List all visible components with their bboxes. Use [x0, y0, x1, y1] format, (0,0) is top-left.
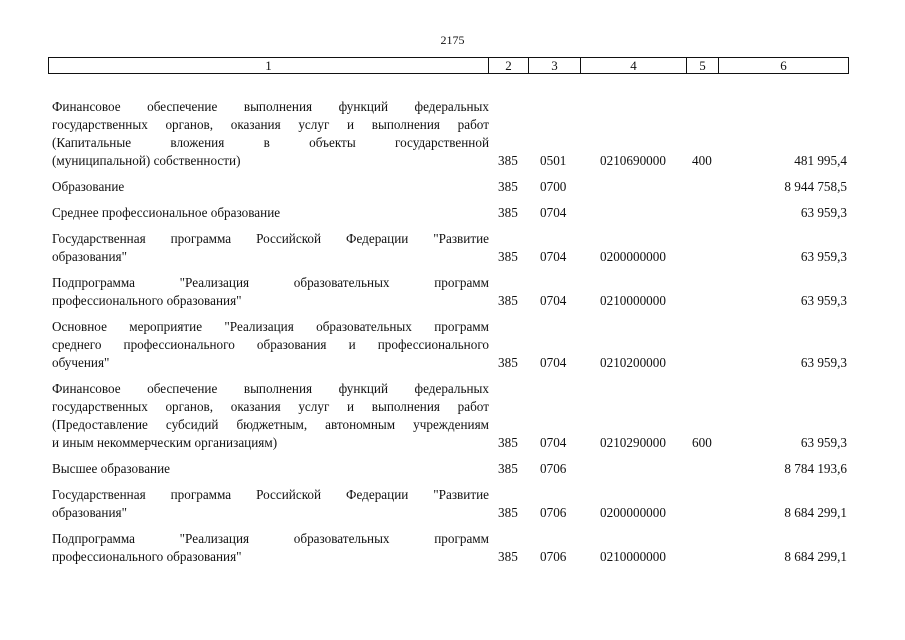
section-code: 0704	[540, 249, 567, 264]
table-row	[0, 230, 905, 266]
row-description	[52, 178, 489, 196]
table-row	[0, 274, 905, 310]
section-code: 0501	[540, 153, 567, 168]
ministry-code: 385	[498, 179, 518, 194]
amount: 63 959,3	[800, 435, 847, 450]
column-header-row	[49, 58, 849, 74]
description-line: государственных органов, оказания услуг и выполнения работ	[52, 117, 489, 132]
ministry-code: 385	[498, 505, 518, 520]
description-line: образования"	[52, 249, 127, 264]
section-code: 0704	[540, 355, 567, 370]
amount: 481 995,4	[794, 153, 847, 168]
table-row	[0, 486, 905, 522]
expense-type-code: 600	[692, 435, 712, 450]
row-description	[52, 380, 489, 452]
ministry-code: 385	[498, 249, 518, 264]
amount: 8 684 299,1	[784, 505, 847, 520]
target-article-code: 0200000000	[600, 249, 666, 264]
row-description	[52, 460, 489, 478]
row-description	[52, 230, 489, 266]
description-line: профессионального образования"	[52, 549, 242, 564]
description-line: (муниципальной) собственности)	[52, 153, 241, 168]
description-line: Финансовое обеспечение выполнения функций федеральных	[52, 381, 489, 396]
ministry-code: 385	[498, 549, 518, 564]
row-description	[52, 486, 489, 522]
amount: 63 959,3	[800, 355, 847, 370]
amount: 63 959,3	[800, 249, 847, 264]
page-number: 2175	[440, 33, 465, 47]
amount: 8 684 299,1	[784, 549, 847, 564]
target-article-code: 0210000000	[600, 549, 666, 564]
section-code: 0706	[540, 549, 567, 564]
description-line: Государственная программа Российской Федерации "Развитие	[52, 231, 489, 246]
target-article-code: 0210000000	[600, 293, 666, 308]
column-header-6: 6	[719, 58, 849, 74]
section-code: 0706	[540, 461, 567, 476]
description-line: (Капитальные вложения в объекты государственной	[52, 135, 489, 150]
description-line: Подпрограмма "Реализация образовательных программ	[52, 531, 489, 546]
description-line: Высшее образование	[52, 461, 171, 476]
table-row	[0, 178, 905, 196]
column-header-3: 3	[529, 58, 581, 74]
amount: 63 959,3	[800, 293, 847, 308]
description-line: государственных органов, оказания услуг и выполнения работ	[52, 399, 489, 414]
section-code: 0706	[540, 505, 567, 520]
description-line: Среднее профессиональное образование	[52, 205, 281, 220]
section-code: 0704	[540, 435, 567, 450]
row-description	[52, 204, 489, 222]
target-article-code: 0210690000	[600, 153, 666, 168]
row-description	[52, 318, 489, 372]
ministry-code: 385	[498, 355, 518, 370]
column-header-5: 5	[687, 58, 719, 74]
description-line: Государственная программа Российской Федерации "Развитие	[52, 487, 489, 502]
column-header-1: 1	[49, 58, 489, 74]
expense-type-code: 400	[692, 153, 712, 168]
table-row	[0, 318, 905, 372]
table-row	[0, 204, 905, 222]
column-header-2: 2	[489, 58, 529, 74]
amount: 8 944 758,5	[784, 179, 847, 194]
table-row	[0, 380, 905, 452]
amount: 63 959,3	[800, 205, 847, 220]
column-header-table	[48, 57, 849, 74]
table-row	[0, 460, 905, 478]
row-description	[52, 530, 489, 566]
description-line: образования"	[52, 505, 127, 520]
description-line: Подпрограмма "Реализация образовательных программ	[52, 275, 489, 290]
column-header-4: 4	[581, 58, 687, 74]
budget-rows	[0, 98, 905, 574]
row-description	[52, 98, 489, 170]
target-article-code: 0210290000	[600, 435, 666, 450]
target-article-code: 0210200000	[600, 355, 666, 370]
description-line: Образование	[52, 179, 125, 194]
table-row	[0, 530, 905, 566]
ministry-code: 385	[498, 153, 518, 168]
description-line: Финансовое обеспечение выполнения функций федеральных	[52, 99, 489, 114]
description-line: обучения"	[52, 355, 110, 370]
table-row	[0, 98, 905, 170]
description-line: Основное мероприятие "Реализация образовательных программ	[52, 319, 489, 334]
section-code: 0700	[540, 179, 567, 194]
section-code: 0704	[540, 293, 567, 308]
ministry-code: 385	[498, 293, 518, 308]
description-line: и иным некоммерческим организациям)	[52, 435, 278, 450]
ministry-code: 385	[498, 435, 518, 450]
section-code: 0704	[540, 205, 567, 220]
description-line: (Предоставление субсидий бюджетным, автономным учреждениям	[52, 417, 489, 432]
row-description	[52, 274, 489, 310]
ministry-code: 385	[498, 205, 518, 220]
description-line: профессионального образования"	[52, 293, 242, 308]
ministry-code: 385	[498, 461, 518, 476]
description-line: среднего профессионального образования и профессионального	[52, 337, 489, 352]
amount: 8 784 193,6	[784, 461, 847, 476]
target-article-code: 0200000000	[600, 505, 666, 520]
